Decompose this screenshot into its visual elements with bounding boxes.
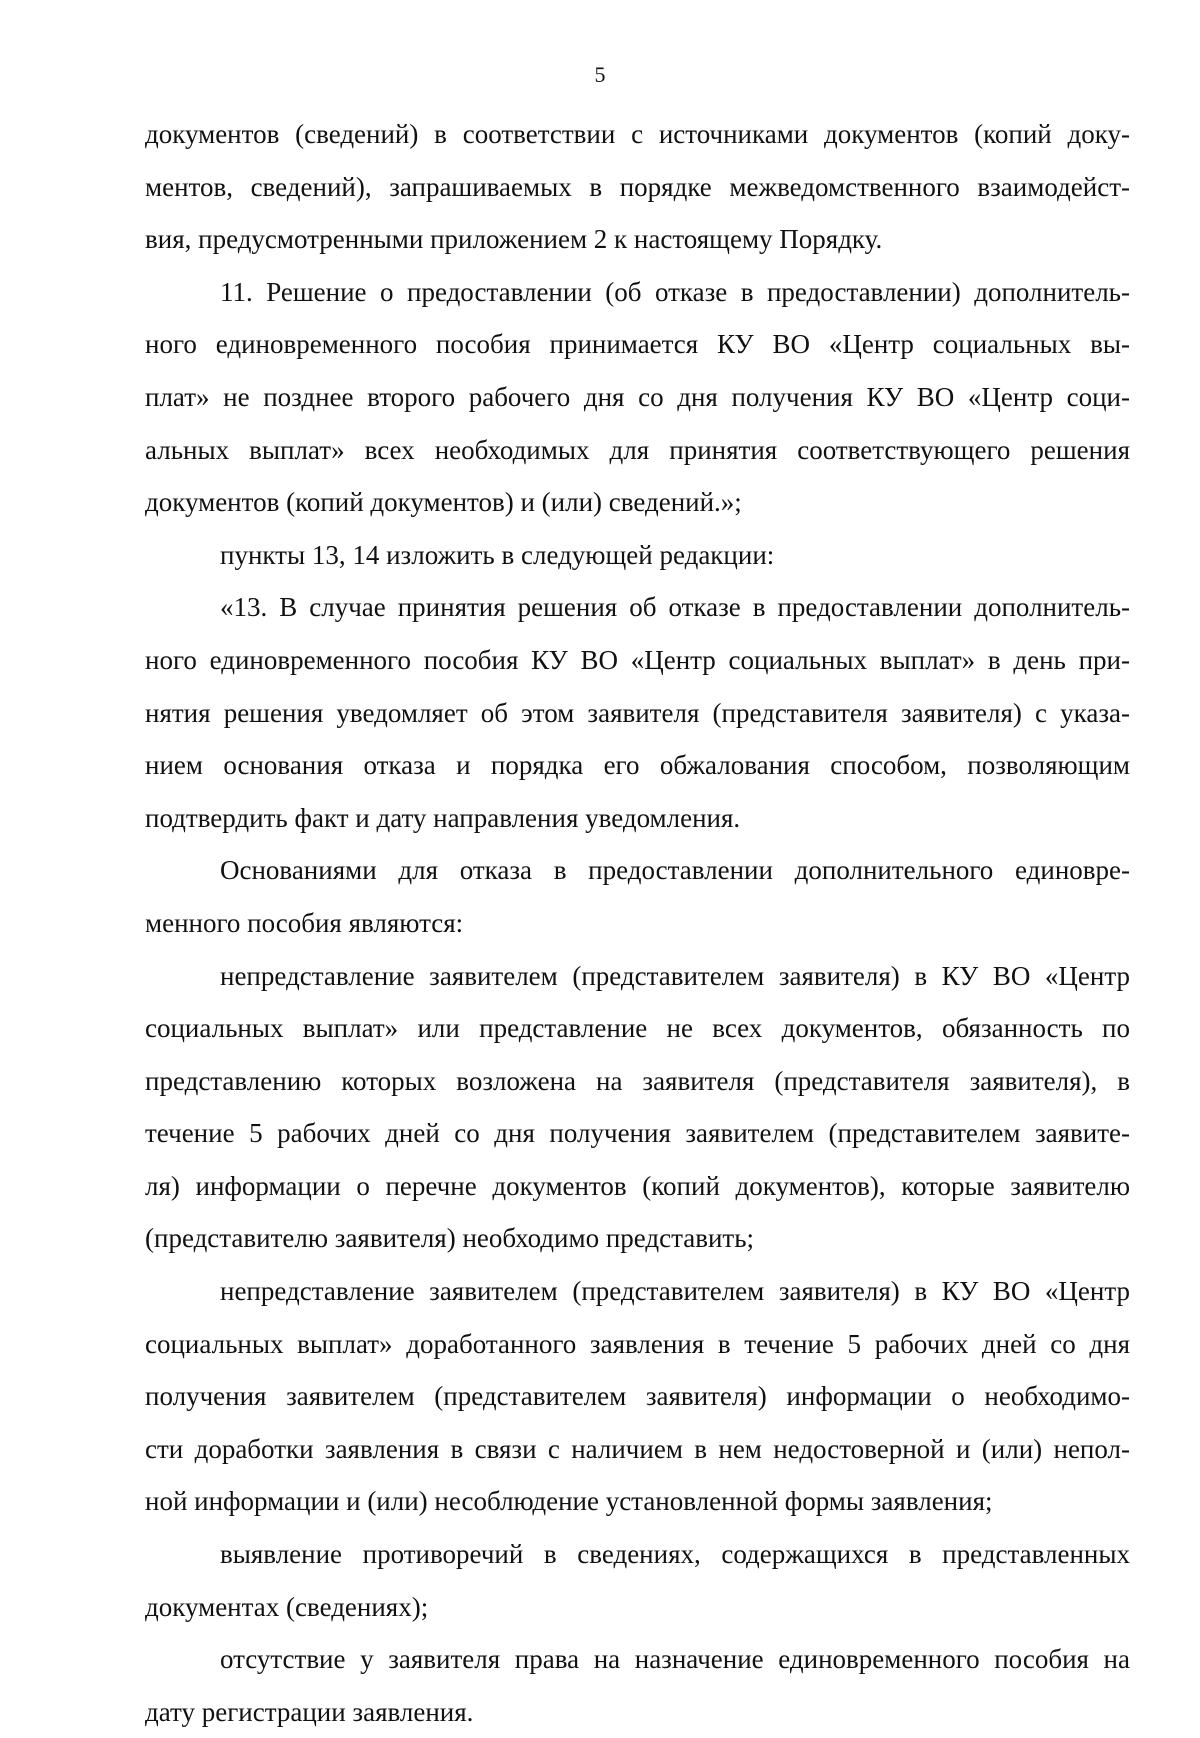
text-line: непредставление заявителем (представителем заявителя) в КУ ВО «Центр [220,960,1130,991]
text-line: ментов, сведений), запрашиваемых в порядке межведомственного взаимодейст- [145,171,1130,202]
text-line: отсутствие у заявителя права на назначение единовременного пособия на [220,1644,1130,1675]
text-line: ной информации и (или) несоблюдение установленной формы заявления; [145,1486,993,1517]
text-line: выявление противоречий в сведениях, содержащихся в представленных [220,1539,1130,1570]
text-line: плат» не позднее второго рабочего дня со дня получения КУ ВО «Центр соци- [145,381,1130,412]
text-line: пункты 13, 14 изложить в следующей редакции: [220,539,775,570]
text-line: сти доработки заявления в связи с наличием в нем недостоверной и (или) непол- [145,1433,1130,1464]
paragraph [145,1528,1130,1633]
text-line: альных выплат» всех необходимых для принятия соответствующего решения [145,434,1130,465]
paragraph [145,108,1130,266]
text-line: подтвердить факт и дату направления уведомления. [145,802,741,833]
paragraph [145,844,1130,949]
text-line: социальных выплат» или представление не всех документов, обязанность по [145,1013,1130,1044]
text-line: вия, предусмотренными приложением 2 к настоящему Порядку. [145,224,883,255]
text-line: «13. В случае принятия решения об отказе в предоставлении дополнитель- [220,592,1130,623]
text-line: документов (сведений) в соответствии с источниками документов (копий доку- [145,119,1130,149]
page-number: 5 [594,62,606,87]
text-line: ля) информации о перечне документов (копий документов), которые заявителю [145,1170,1130,1201]
paragraph [145,266,1130,529]
text-line: дату регистрации заявления. [145,1696,474,1727]
text-line: ного единовременного пособия принимается КУ ВО «Центр социальных вы- [145,329,1130,360]
text-line: нием основания отказа и порядка его обжалования способом, позволяющим [145,750,1130,781]
text-line: течение 5 рабочих дней со дня получения заявителем (представителем заявите- [145,1118,1130,1149]
text-line: социальных выплат» доработанного заявления в течение 5 рабочих дней со дня [145,1328,1130,1359]
paragraph [145,950,1130,1266]
paragraph [145,1633,1130,1738]
text-line: документов (копий документов) и (или) сведений.»; [145,487,742,518]
text-line: получения заявителем (представителем заявителя) информации о необходимо- [145,1381,1130,1412]
document-body [145,108,1130,1738]
text-line: документах (сведениях); [145,1591,429,1622]
text-line: непредставление заявителем (представителем заявителя) в КУ ВО «Центр [220,1276,1130,1307]
text-line: Основаниями для отказа в предоставлении дополнительного единовре- [220,855,1130,886]
text-line: (представителю заявителя) необходимо представить; [145,1223,755,1254]
text-line: менного пособия являются: [145,907,464,938]
text-line: ного единовременного пособия КУ ВО «Центр социальных выплат» в день при- [145,644,1130,675]
paragraph [145,581,1130,844]
paragraph [145,1265,1130,1528]
text-line: нятия решения уведомляет об этом заявителя (представителя заявителя) с указа- [145,697,1130,728]
paragraph [145,529,1130,582]
text-line: представлению которых возложена на заявителя (представителя заявителя), в [145,1065,1130,1096]
text-line: 11. Решение о предоставлении (об отказе в предоставлении) дополнитель- [220,276,1130,307]
